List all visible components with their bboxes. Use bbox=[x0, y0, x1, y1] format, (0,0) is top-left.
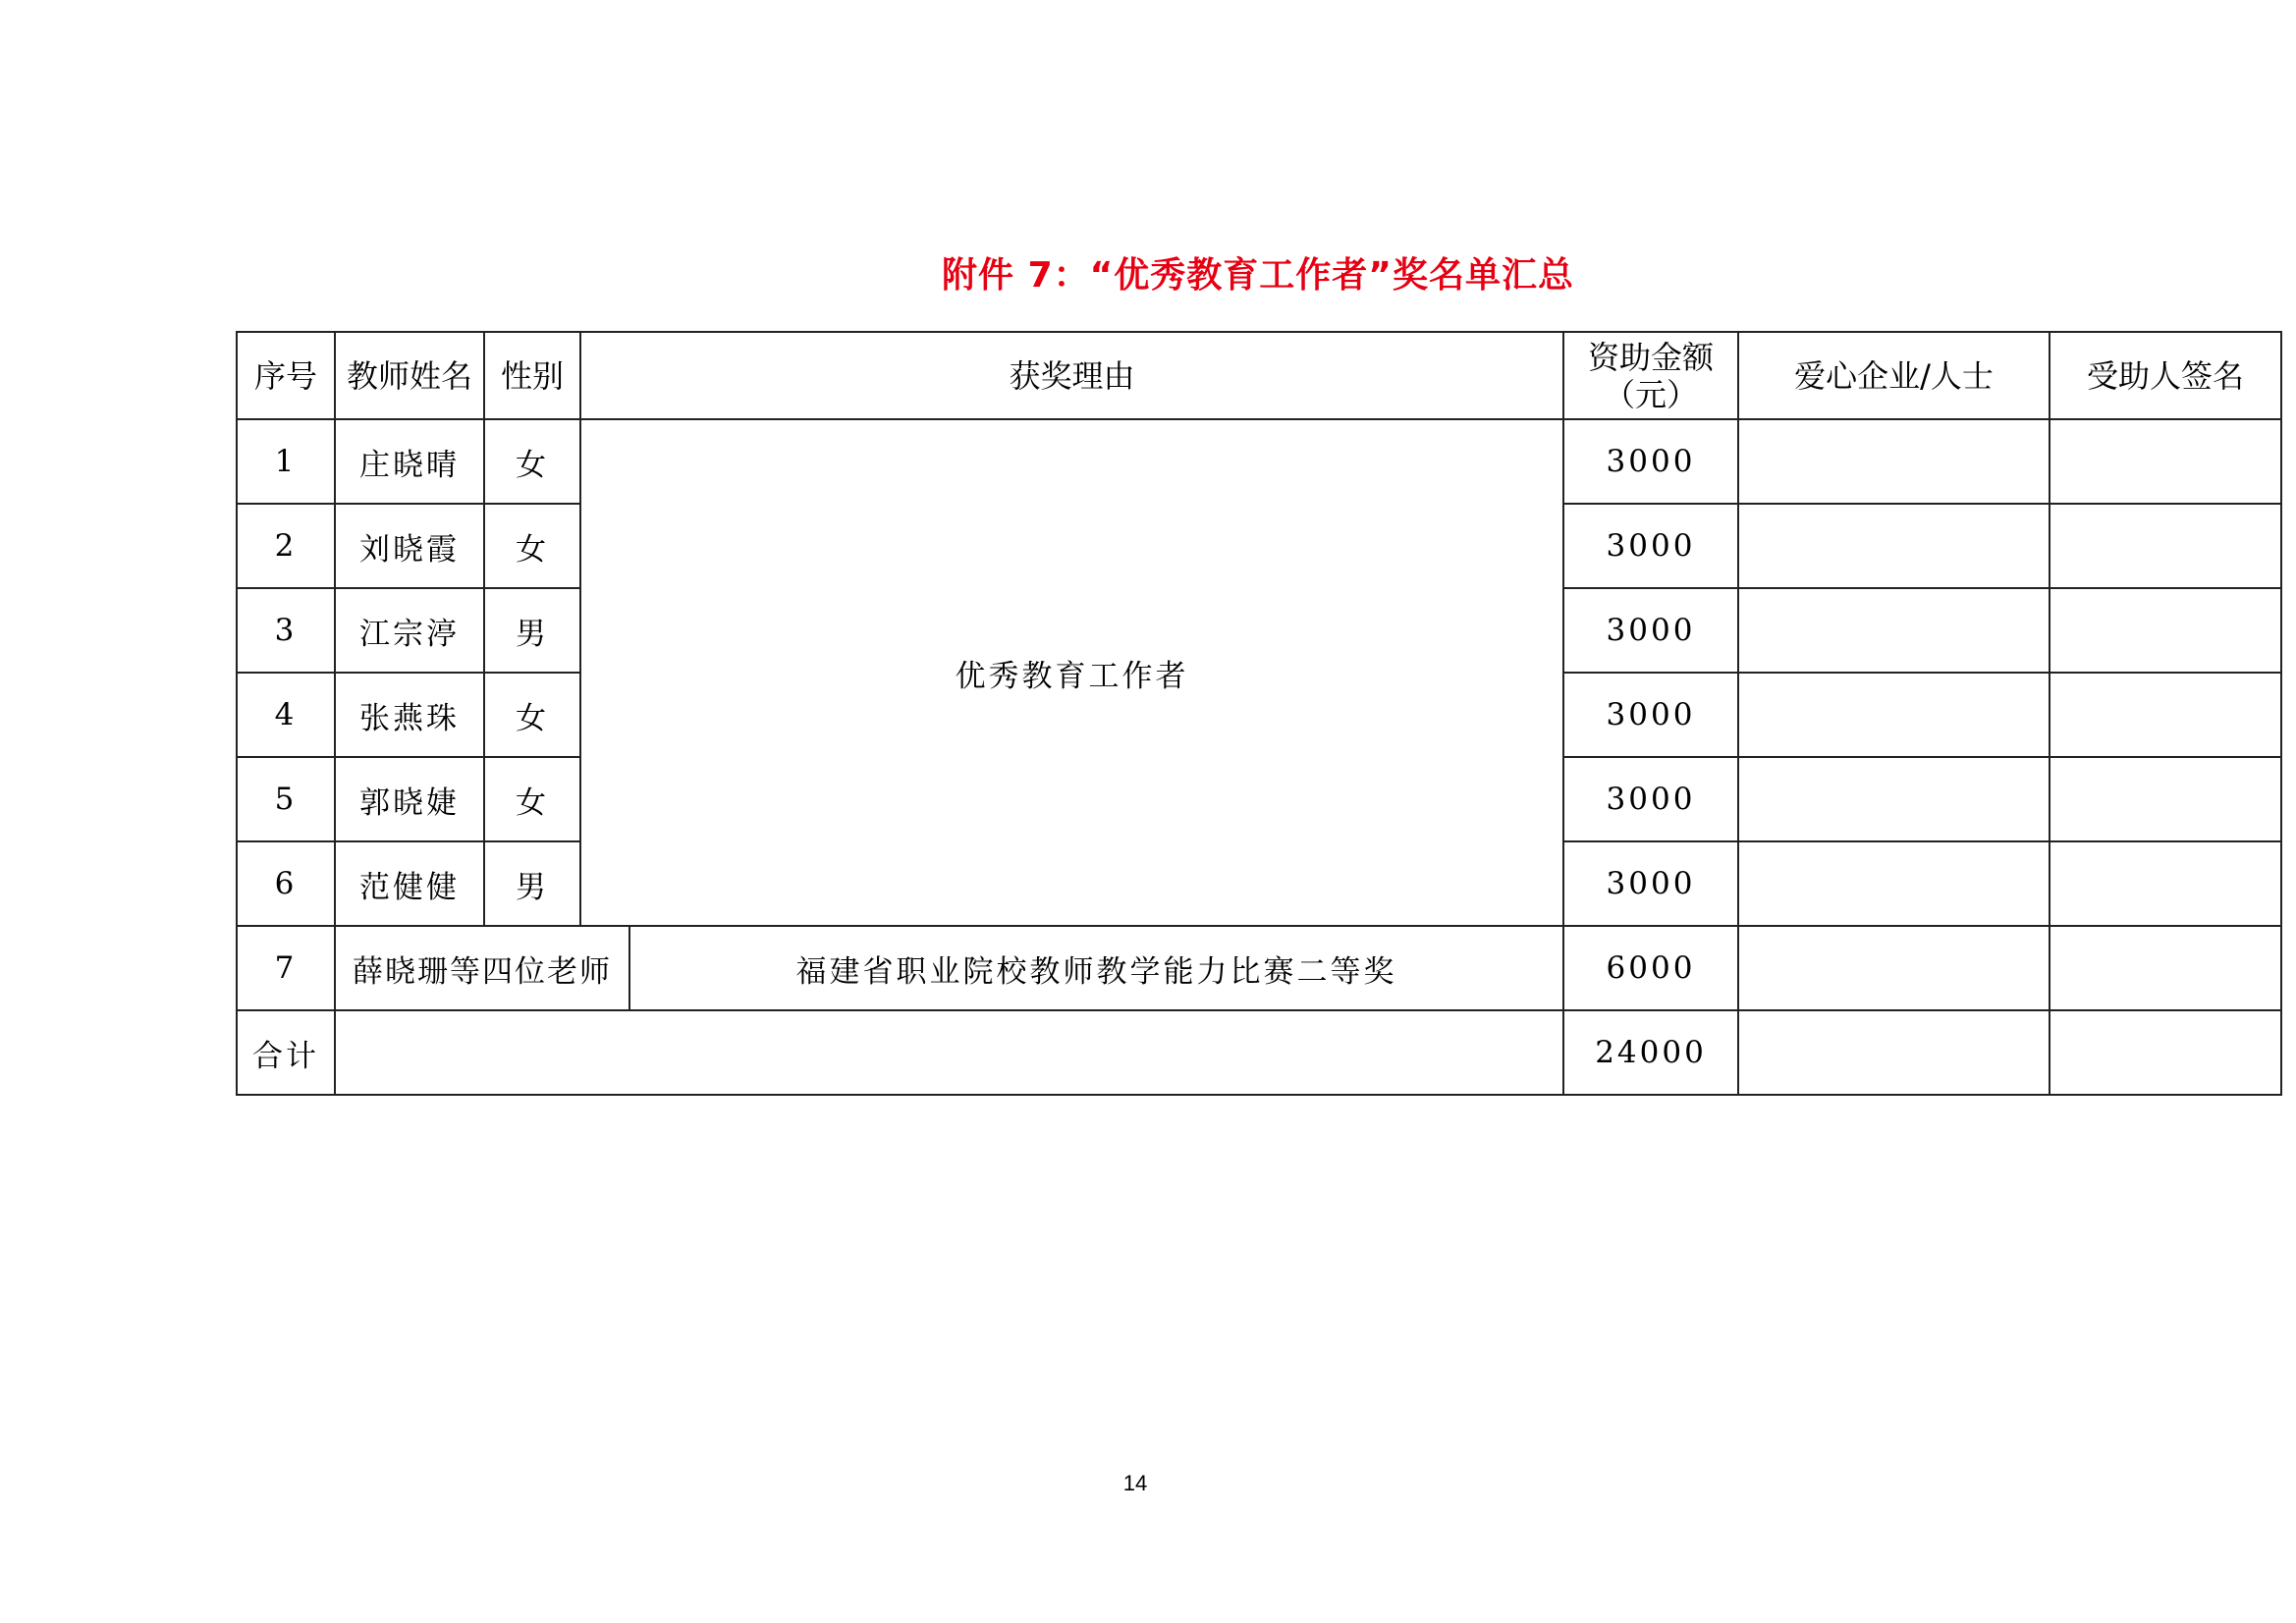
row-signature bbox=[2050, 504, 2281, 588]
total-label: 合计 bbox=[237, 1010, 335, 1095]
row-amount: 3000 bbox=[1563, 588, 1738, 673]
row-sponsor bbox=[1738, 419, 2050, 504]
row-sponsor bbox=[1738, 926, 2050, 1010]
row-name: 张燕珠 bbox=[335, 673, 484, 757]
award-summary-table bbox=[236, 331, 2282, 1096]
header-name: 教师姓名 bbox=[335, 332, 484, 419]
group-row-split bbox=[336, 927, 1562, 1009]
row-index: 3 bbox=[237, 588, 335, 673]
document-title: 附件 7：“优秀教育工作者”奖名单汇总 bbox=[942, 255, 1574, 296]
header-amount-line2: （元） bbox=[1603, 375, 1698, 413]
header-sponsor: 爱心企业/人士 bbox=[1738, 332, 2050, 419]
row-gender: 男 bbox=[484, 841, 580, 926]
header-amount bbox=[1563, 332, 1738, 419]
row-sponsor bbox=[1738, 588, 2050, 673]
group-row-reason: 福建省职业院校教师教学能力比赛二等奖 bbox=[795, 953, 1397, 990]
table-header-row bbox=[237, 332, 2281, 419]
group-row-name-reason-cell bbox=[335, 926, 1563, 1010]
row-signature bbox=[2050, 841, 2281, 926]
row-signature bbox=[2050, 673, 2281, 757]
row-signature bbox=[2050, 1010, 2281, 1095]
row-index: 6 bbox=[237, 841, 335, 926]
group-row-amount: 6000 bbox=[1563, 926, 1738, 1010]
total-amount: 24000 bbox=[1563, 1010, 1738, 1095]
row-index: 1 bbox=[237, 419, 335, 504]
header-gender: 性别 bbox=[484, 332, 580, 419]
table-row-total bbox=[237, 1010, 2281, 1095]
row-amount: 3000 bbox=[1563, 504, 1738, 588]
row-gender: 女 bbox=[484, 757, 580, 841]
row-sponsor bbox=[1738, 673, 2050, 757]
row-name: 郭晓婕 bbox=[335, 757, 484, 841]
group-row-name: 薛晓珊等四位老师 bbox=[336, 927, 630, 1009]
row-gender: 女 bbox=[484, 504, 580, 588]
row-name: 庄晓晴 bbox=[335, 419, 484, 504]
row-gender: 男 bbox=[484, 588, 580, 673]
total-empty-cell bbox=[335, 1010, 1563, 1095]
row-amount: 3000 bbox=[1563, 673, 1738, 757]
row-amount: 3000 bbox=[1563, 419, 1738, 504]
row-signature bbox=[2050, 757, 2281, 841]
row-amount: 3000 bbox=[1563, 757, 1738, 841]
row-index: 5 bbox=[237, 757, 335, 841]
row-index: 4 bbox=[237, 673, 335, 757]
row-amount: 3000 bbox=[1563, 841, 1738, 926]
table-row bbox=[237, 419, 2281, 504]
header-amount-line1: 资助金额 bbox=[1587, 338, 1714, 376]
header-reason: 获奖理由 bbox=[580, 332, 1563, 419]
row-name: 刘晓霞 bbox=[335, 504, 484, 588]
header-signature: 受助人签名 bbox=[2050, 332, 2281, 419]
merged-reason-cell: 优秀教育工作者 bbox=[580, 419, 1563, 926]
row-name: 江宗渟 bbox=[335, 588, 484, 673]
table-row-group bbox=[237, 926, 2281, 1010]
row-name: 范健健 bbox=[335, 841, 484, 926]
row-index: 2 bbox=[237, 504, 335, 588]
row-sponsor bbox=[1738, 504, 2050, 588]
row-signature bbox=[2050, 588, 2281, 673]
header-index: 序号 bbox=[237, 332, 335, 419]
page-number: 14 bbox=[1122, 1471, 1148, 1495]
row-sponsor bbox=[1738, 1010, 2050, 1095]
row-signature bbox=[2050, 419, 2281, 504]
row-gender: 女 bbox=[484, 673, 580, 757]
row-signature bbox=[2050, 926, 2281, 1010]
group-row-index: 7 bbox=[237, 926, 335, 1010]
row-gender: 女 bbox=[484, 419, 580, 504]
row-sponsor bbox=[1738, 757, 2050, 841]
row-sponsor bbox=[1738, 841, 2050, 926]
